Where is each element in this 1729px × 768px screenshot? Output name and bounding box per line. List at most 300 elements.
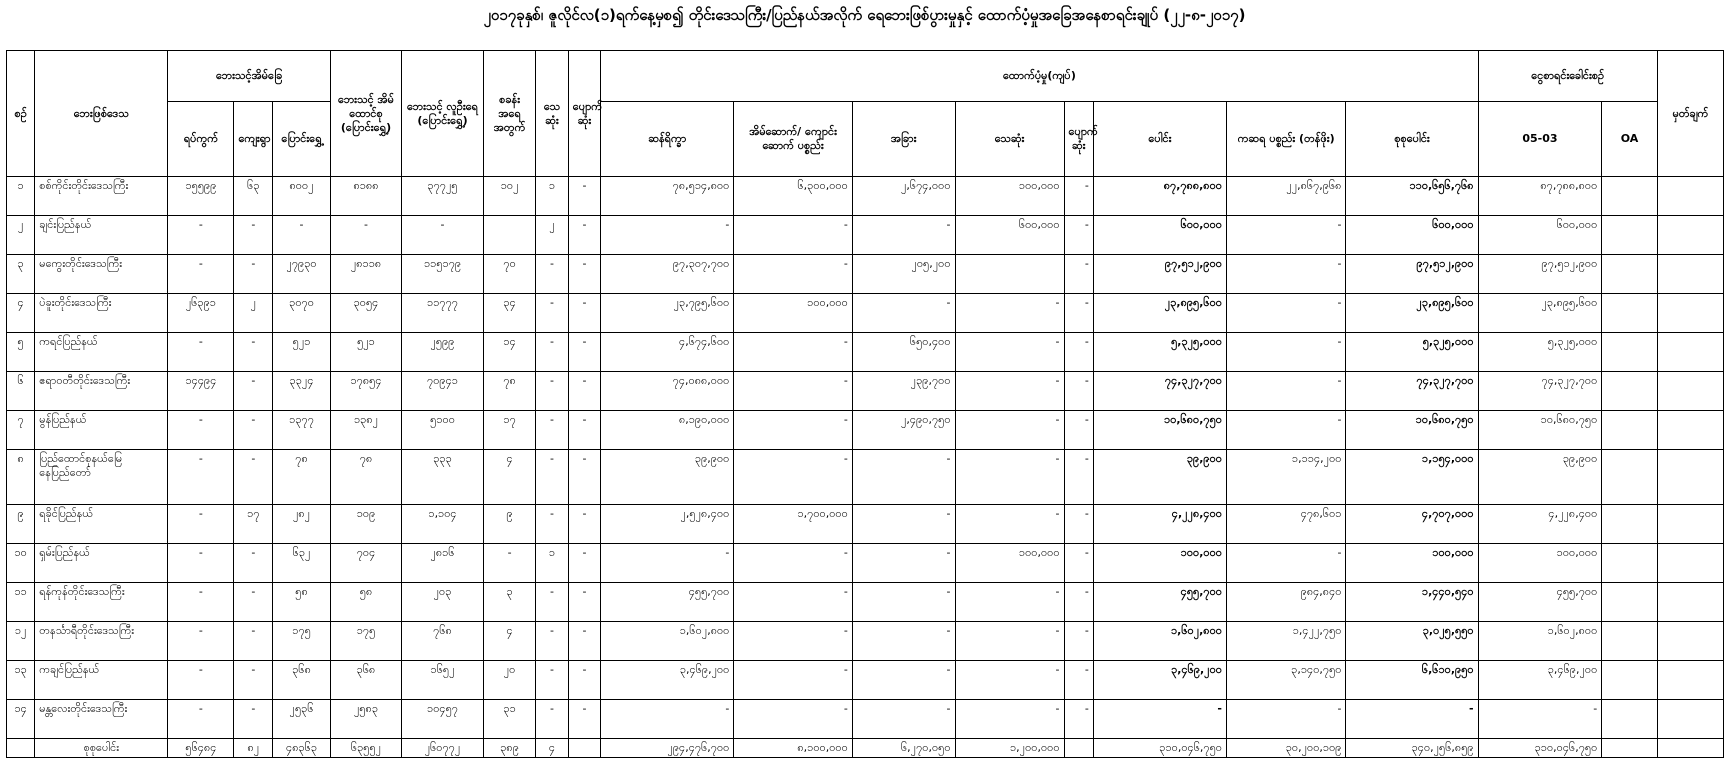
cell-remark [1657, 255, 1723, 294]
total-wards: ၅၆၄၈၄ [168, 739, 234, 758]
cell-missing-aid: - [1064, 411, 1093, 450]
cell-households: ၂၇၉၃၀ [273, 255, 331, 294]
cell-families: ၂၈၁၁၈ [330, 255, 401, 294]
cell-fund-a: ၆၀၀,၀၀၀ [1478, 216, 1602, 255]
table-row [7, 544, 1724, 583]
cell-villages: - [234, 216, 273, 255]
cell-seq: ၁၀ [7, 544, 35, 583]
cell-cash: ၂၃,၇၉၅,၆၀၀ [601, 294, 734, 333]
cell-fund-b [1602, 544, 1658, 583]
cell-deaths: - [536, 411, 568, 450]
cell-wards: ၁၄၄၉၄ [168, 372, 234, 411]
header-fund-b: OA [1602, 102, 1658, 177]
cell-missing-aid: - [1064, 216, 1093, 255]
cell-area: ဧရာဝတီတိုင်းဒေသကြီး [35, 372, 168, 411]
cell-persons: ၂၅၉၉ [402, 333, 484, 372]
cell-grand: ၃,၀၂၅,၅၅၀ [1346, 622, 1478, 661]
cell-wards: - [168, 544, 234, 583]
cell-missing-aid: - [1064, 177, 1093, 216]
cell-death-aid: - [955, 411, 1064, 450]
cell-deaths: - [536, 661, 568, 700]
total-persons: ၂၆၀၇၇၂ [402, 739, 484, 758]
cell-missing-aid: - [1064, 255, 1093, 294]
cell-sum: ၂၃,၈၉၅,၆၀၀ [1093, 294, 1226, 333]
header-missing-aid: ပျောက် ဆုံး [1064, 102, 1093, 177]
cell-donors: - [1226, 700, 1345, 739]
cell-remark [1657, 177, 1723, 216]
cell-seq: ၈ [7, 450, 35, 505]
cell-missing: - [568, 177, 600, 216]
cell-households: ၁၃၇၇ [273, 411, 331, 450]
cell-other: - [852, 700, 955, 739]
cell-camps: ၁၀၂ [483, 177, 535, 216]
cell-deaths: - [536, 372, 568, 411]
cell-sum: ၆၀၀,၀၀၀ [1093, 216, 1226, 255]
cell-housing: ၁,၇၀၀,၀၀၀ [734, 505, 852, 544]
cell-persons: ၁၁၅၁၇၉ [402, 255, 484, 294]
cell-deaths: - [536, 583, 568, 622]
table-row [7, 333, 1724, 372]
cell-villages: ၂ [234, 294, 273, 333]
cell-area: ရန်ကုန်တိုင်းဒေသကြီး [35, 583, 168, 622]
total-fund-b [1602, 739, 1658, 758]
cell-households: ၃၃၂၄ [273, 372, 331, 411]
cell-donors: ၃,၁၄၀,၇၅၀ [1226, 661, 1345, 700]
cell-deaths: ၁ [536, 544, 568, 583]
cell-fund-b [1602, 372, 1658, 411]
cell-remark [1657, 411, 1723, 450]
cell-fund-a: ၈၇,၇၈၈,၈၀၀ [1478, 177, 1602, 216]
cell-villages: - [234, 411, 273, 450]
cell-villages: ၆၃ [234, 177, 273, 216]
cell-sum: ၃၉,၉၀၀ [1093, 450, 1226, 505]
total-fund-a: ၃၁၀,၀၄၆,၇၅၀ [1478, 739, 1602, 758]
cell-other: - [852, 583, 955, 622]
table-row [7, 450, 1724, 505]
cell-death-aid: - [955, 622, 1064, 661]
cell-sum: ၉၇,၅၁၂,၉၀၀ [1093, 255, 1226, 294]
cell-remark [1657, 700, 1723, 739]
table-total-row [7, 739, 1724, 758]
cell-grand: ၁၀,၆၈၀,၇၅၀ [1346, 411, 1478, 450]
cell-donors: - [1226, 333, 1345, 372]
cell-death-aid: - [955, 700, 1064, 739]
cell-seq: ၉ [7, 505, 35, 544]
cell-death-aid: - [955, 333, 1064, 372]
cell-housing: - [734, 216, 852, 255]
cell-area: ရခိုင်ပြည်နယ် [35, 505, 168, 544]
cell-donors: - [1226, 372, 1345, 411]
cell-camps: ၁၇ [483, 411, 535, 450]
cell-cash: ၄,၆၇၄,၆၀၀ [601, 333, 734, 372]
cell-cash: - [601, 216, 734, 255]
cell-area: ရှမ်းပြည်နယ် [35, 544, 168, 583]
cell-households: ၇၈ [273, 450, 331, 505]
cell-fund-a: ၁၀၀,၀၀၀ [1478, 544, 1602, 583]
cell-grand: - [1346, 700, 1478, 739]
cell-wards: - [168, 622, 234, 661]
total-label: စုစုပေါင်း [35, 739, 168, 758]
cell-remark [1657, 622, 1723, 661]
report-table [6, 50, 1724, 758]
cell-housing: - [734, 450, 852, 505]
cell-fund-b [1602, 216, 1658, 255]
cell-seq: ၇ [7, 411, 35, 450]
cell-other: - [852, 544, 955, 583]
total-camps: ၃၈၉ [483, 739, 535, 758]
cell-area: မကွေးတိုင်းဒေသကြီး [35, 255, 168, 294]
cell-missing: - [568, 450, 600, 505]
cell-area: တနင်္သာရီတိုင်းဒေသကြီး [35, 622, 168, 661]
cell-persons: ၃၃၃ [402, 450, 484, 505]
cell-other: - [852, 622, 955, 661]
cell-fund-a: ၇၄,၃၂၇,၇၀၀ [1478, 372, 1602, 411]
cell-persons: ၂၈၁၆ [402, 544, 484, 583]
cell-donors: - [1226, 216, 1345, 255]
cell-families: - [330, 216, 401, 255]
cell-deaths: - [536, 255, 568, 294]
cell-sum: ၁၀,၆၈၀,၇၅၀ [1093, 411, 1226, 450]
cell-death-aid: ၁၀၀,၀၀၀ [955, 177, 1064, 216]
cell-fund-b [1602, 294, 1658, 333]
table-row [7, 700, 1724, 739]
total-villages: ၈၂ [234, 739, 273, 758]
cell-camps: ၄ [483, 622, 535, 661]
cell-donors: ၁,၄၂၂,၇၅၀ [1226, 622, 1345, 661]
cell-wards: - [168, 505, 234, 544]
cell-families: ၇၈ [330, 450, 401, 505]
cell-fund-a: ၉၇,၅၁၂,၉၀၀ [1478, 255, 1602, 294]
cell-cash: ၃,၄၆၉,၂၀၀ [601, 661, 734, 700]
cell-area: ပြည်ထောင်စုနယ်မြေ နေပြည်တော် [35, 450, 168, 505]
cell-villages: - [234, 450, 273, 505]
cell-deaths: ၁ [536, 177, 568, 216]
cell-housing: - [734, 622, 852, 661]
cell-families: ၁၀၉ [330, 505, 401, 544]
cell-sum: ၄,၂၂၈,၄၀၀ [1093, 505, 1226, 544]
total-sum: ၃၁၀,၀၄၆,၇၅၀ [1093, 739, 1226, 758]
cell-donors: ၂၂,၈၆၇,၉၆၈ [1226, 177, 1345, 216]
cell-cash: ၉၇,၃၀၇,၇၀၀ [601, 255, 734, 294]
cell-wards: - [168, 411, 234, 450]
cell-persons: ၃၇၇၂၅ [402, 177, 484, 216]
cell-missing: - [568, 544, 600, 583]
cell-missing-aid: - [1064, 450, 1093, 505]
cell-area: မွန်ပြည်နယ် [35, 411, 168, 450]
cell-camps: ၃၄ [483, 294, 535, 333]
cell-villages: - [234, 372, 273, 411]
cell-remark [1657, 216, 1723, 255]
cell-death-aid: - [955, 505, 1064, 544]
total-donors: ၃၀,၂၀၀,၁၀၉ [1226, 739, 1345, 758]
cell-camps: ၃၁ [483, 700, 535, 739]
cell-housing: ၁၀၀,၀၀၀ [734, 294, 852, 333]
cell-families: ၁၇၈၅၄ [330, 372, 401, 411]
cell-housing: ၆,၃၀၀,၀၀၀ [734, 177, 852, 216]
header-remark: မှတ်ချက် [1657, 51, 1723, 177]
cell-camps: ၄ [483, 450, 535, 505]
cell-missing: - [568, 216, 600, 255]
cell-fund-a: ၃,၄၆၉,၂၀၀ [1478, 661, 1602, 700]
cell-fund-a: ၄,၂၂၈,၄၀၀ [1478, 505, 1602, 544]
cell-death-aid: - [955, 294, 1064, 333]
cell-wards: - [168, 583, 234, 622]
cell-grand: ၁,၁၅၄,၀၀၀ [1346, 450, 1478, 505]
cell-cash: ၃၉,၉၀၀ [601, 450, 734, 505]
cell-remark [1657, 333, 1723, 372]
header-cash: ဆန်ရိက္ခာ [601, 102, 734, 177]
cell-households: ၈၀၀၂ [273, 177, 331, 216]
cell-seq: ၆ [7, 372, 35, 411]
table-row [7, 255, 1724, 294]
cell-area: ကချင်ပြည်နယ် [35, 661, 168, 700]
cell-cash: ၈,၁၉၀,၀၀၀ [601, 411, 734, 450]
cell-cash: ၁,၆၀၂,၈၀၀ [601, 622, 734, 661]
cell-families: ၁၃၈၂ [330, 411, 401, 450]
cell-missing-aid: - [1064, 544, 1093, 583]
cell-fund-b [1602, 450, 1658, 505]
cell-deaths: ၂ [536, 216, 568, 255]
cell-fund-b [1602, 177, 1658, 216]
cell-deaths: - [536, 700, 568, 739]
cell-death-aid: - [955, 661, 1064, 700]
cell-grand: ၆,၆၁၀,၉၅၀ [1346, 661, 1478, 700]
cell-grand: ၆၀၀,၀၀၀ [1346, 216, 1478, 255]
cell-wards: ၁၅၅၉၉ [168, 177, 234, 216]
cell-cash: - [601, 700, 734, 739]
cell-deaths: - [536, 622, 568, 661]
header-death-aid: သေဆုံး [955, 102, 1064, 177]
table-row [7, 294, 1724, 333]
total-missing [568, 739, 600, 758]
cell-donors: - [1226, 411, 1345, 450]
cell-sum: ၅,၃၂၅,၀၀၀ [1093, 333, 1226, 372]
cell-fund-b [1602, 622, 1658, 661]
cell-other: ၂,၆၇၄,၀၀၀ [852, 177, 955, 216]
table-row [7, 661, 1724, 700]
cell-other: ၂၃၉,၇၀၀ [852, 372, 955, 411]
cell-donors: ၉၈၄,၈၄၀ [1226, 583, 1345, 622]
total-households: ၄၈၃၆၃ [273, 739, 331, 758]
header-fund-a: 05-03 [1478, 102, 1602, 177]
cell-fund-b [1602, 411, 1658, 450]
cell-wards: ၂၆၃၉၁ [168, 294, 234, 333]
cell-families: ၂၅၈၃ [330, 700, 401, 739]
cell-camps: ၂၀ [483, 661, 535, 700]
total-housing: ၈,၁၀၀,၀၀၀ [734, 739, 852, 758]
table-row [7, 583, 1724, 622]
cell-villages: - [234, 700, 273, 739]
cell-villages: - [234, 622, 273, 661]
cell-families: ၇၀၄ [330, 544, 401, 583]
cell-missing-aid: - [1064, 505, 1093, 544]
cell-camps [483, 216, 535, 255]
cell-housing: - [734, 700, 852, 739]
cell-fund-a: ၁,၆၀၂,၈၀၀ [1478, 622, 1602, 661]
cell-households: ၂၅၃၆ [273, 700, 331, 739]
cell-remark [1657, 661, 1723, 700]
table-row [7, 505, 1724, 544]
cell-cash: ၇၈,၅၁၄,၈၀၀ [601, 177, 734, 216]
cell-missing: - [568, 505, 600, 544]
cell-fund-b [1602, 700, 1658, 739]
cell-fund-b [1602, 583, 1658, 622]
cell-seq: ၁၂ [7, 622, 35, 661]
cell-wards: - [168, 661, 234, 700]
table-row [7, 622, 1724, 661]
cell-missing-aid: - [1064, 661, 1093, 700]
cell-cash: ၄၅၅,၇၀၀ [601, 583, 734, 622]
cell-death-aid: ၆၀၀,၀၀၀ [955, 216, 1064, 255]
cell-missing: - [568, 333, 600, 372]
table-row [7, 372, 1724, 411]
header-fund: ငွေစာရင်းခေါင်းစဉ် [1478, 51, 1657, 102]
cell-remark [1657, 544, 1723, 583]
cell-other: - [852, 294, 955, 333]
cell-other: - [852, 216, 955, 255]
cell-other: ၂၀၅,၂၀၀ [852, 255, 955, 294]
cell-remark [1657, 450, 1723, 505]
cell-camps: ၉ [483, 505, 535, 544]
cell-other: ၆၅၀,၄၀၀ [852, 333, 955, 372]
cell-seq: ၅ [7, 333, 35, 372]
table-row [7, 411, 1724, 450]
cell-sum: ၄၅၅,၇၀၀ [1093, 583, 1226, 622]
cell-villages: - [234, 544, 273, 583]
cell-remark [1657, 583, 1723, 622]
cell-sum: ၁,၆၀၂,၈၀၀ [1093, 622, 1226, 661]
header-seq: စဉ် [7, 51, 35, 177]
cell-seq: ၁၁ [7, 583, 35, 622]
header-persons: ဘေးသင့် လူဦးရေ (ပြောင်းရွှေ့) [402, 51, 484, 177]
total-missing-aid [1064, 739, 1093, 758]
cell-missing: - [568, 411, 600, 450]
cell-seq: ၁၃ [7, 661, 35, 700]
cell-sum: ၇၄,၃၂၇,၇၀၀ [1093, 372, 1226, 411]
cell-wards: - [168, 216, 234, 255]
cell-seq: ၄ [7, 294, 35, 333]
cell-area: မန္တလေးတိုင်းဒေသကြီး [35, 700, 168, 739]
header-villages: ကျေးရွာ [234, 102, 273, 177]
cell-cash: - [601, 544, 734, 583]
cell-housing: - [734, 544, 852, 583]
cell-fund-a: ၂၃,၈၉၅,၆၀၀ [1478, 294, 1602, 333]
cell-villages: - [234, 255, 273, 294]
cell-families: ၁၇၅ [330, 622, 401, 661]
header-missing: ပျောက် ဆုံး [568, 51, 600, 177]
cell-cash: ၇၄,၀၈၈,၀၀၀ [601, 372, 734, 411]
cell-sum: - [1093, 700, 1226, 739]
cell-donors: - [1226, 294, 1345, 333]
header-other: အခြား [852, 102, 955, 177]
cell-other: - [852, 661, 955, 700]
cell-persons: ၅၁၀၀ [402, 411, 484, 450]
cell-persons: - [402, 216, 484, 255]
cell-area: ပဲခူးတိုင်းဒေသကြီး [35, 294, 168, 333]
cell-donors: - [1226, 544, 1345, 583]
header-wards: ရပ်ကွက် [168, 102, 234, 177]
header-households: ပြောင်းရွှေ့ [273, 102, 331, 177]
cell-fund-b [1602, 505, 1658, 544]
cell-donors: - [1226, 255, 1345, 294]
cell-death-aid: - [955, 450, 1064, 505]
cell-missing: - [568, 372, 600, 411]
cell-wards: - [168, 700, 234, 739]
cell-wards: - [168, 255, 234, 294]
cell-fund-b [1602, 255, 1658, 294]
cell-grand: ၅,၃၂၅,၀၀၀ [1346, 333, 1478, 372]
cell-camps: ၇၈ [483, 372, 535, 411]
cell-missing: - [568, 622, 600, 661]
header-sum: ပေါင်း [1093, 102, 1226, 177]
cell-missing: - [568, 294, 600, 333]
cell-grand: ၁၀၀,၀၀၀ [1346, 544, 1478, 583]
cell-area: ချင်းပြည်နယ် [35, 216, 168, 255]
cell-families: ၈၁၈၈ [330, 177, 401, 216]
total-cash: ၂၉၄,၄၇၆,၇၀၀ [601, 739, 734, 758]
cell-persons: ၁၁၇၇၇ [402, 294, 484, 333]
total-families: ၆၃၅၅၂ [330, 739, 401, 758]
cell-housing: - [734, 411, 852, 450]
cell-seq: ၁ [7, 177, 35, 216]
cell-fund-a: ၃၉,၉၀၀ [1478, 450, 1602, 505]
cell-missing-aid: - [1064, 700, 1093, 739]
cell-missing-aid: - [1064, 294, 1093, 333]
header-deaths: သေ ဆုံး [536, 51, 568, 177]
header-support: ထောက်ပံ့မှု(ကျပ်) [601, 51, 1478, 102]
header-grand: စုစုပေါင်း [1346, 102, 1478, 177]
cell-families: ၅၂၁ [330, 333, 401, 372]
cell-remark [1657, 294, 1723, 333]
cell-grand: ၁,၄၄၀,၅၄၀ [1346, 583, 1478, 622]
cell-remark [1657, 372, 1723, 411]
cell-sum: ၁၀၀,၀၀၀ [1093, 544, 1226, 583]
cell-camps: ၇၀ [483, 255, 535, 294]
cell-villages: - [234, 583, 273, 622]
cell-fund-b [1602, 661, 1658, 700]
cell-villages: ၁၇ [234, 505, 273, 544]
table-row [7, 216, 1724, 255]
cell-camps: - [483, 544, 535, 583]
cell-villages: - [234, 661, 273, 700]
cell-missing-aid: - [1064, 583, 1093, 622]
cell-missing-aid: - [1064, 333, 1093, 372]
cell-other: ၂,၄၉၀,၇၅၀ [852, 411, 955, 450]
cell-seq: ၃ [7, 255, 35, 294]
cell-deaths: - [536, 294, 568, 333]
cell-donors: ၄၇၈,၆၀၁ [1226, 505, 1345, 544]
cell-families: ၅၈ [330, 583, 401, 622]
cell-fund-a: - [1478, 700, 1602, 739]
cell-fund-a: ၄၅၅,၇၀၀ [1478, 583, 1602, 622]
cell-households: ၅၈ [273, 583, 331, 622]
cell-grand: ၂၃,၈၉၅,၆၀၀ [1346, 294, 1478, 333]
cell-fund-a: ၁၀,၆၈၀,၇၅၀ [1478, 411, 1602, 450]
cell-missing-aid: - [1064, 372, 1093, 411]
cell-death-aid: ၁၀၀,၀၀၀ [955, 544, 1064, 583]
header-area: ဘေးဖြစ်ဒေသ [35, 51, 168, 177]
cell-sum: ၃,၄၆၉,၂၀၀ [1093, 661, 1226, 700]
cell-missing: - [568, 661, 600, 700]
cell-deaths: - [536, 505, 568, 544]
cell-households: ၃၆၈ [273, 661, 331, 700]
cell-housing: - [734, 333, 852, 372]
cell-grand: ၉၇,၅၁၂,၉၀၀ [1346, 255, 1478, 294]
cell-households: ၅၂၁ [273, 333, 331, 372]
cell-death-aid: - [955, 583, 1064, 622]
cell-other: - [852, 450, 955, 505]
total-death-aid: ၁,၂၀၀,၀၀၀ [955, 739, 1064, 758]
